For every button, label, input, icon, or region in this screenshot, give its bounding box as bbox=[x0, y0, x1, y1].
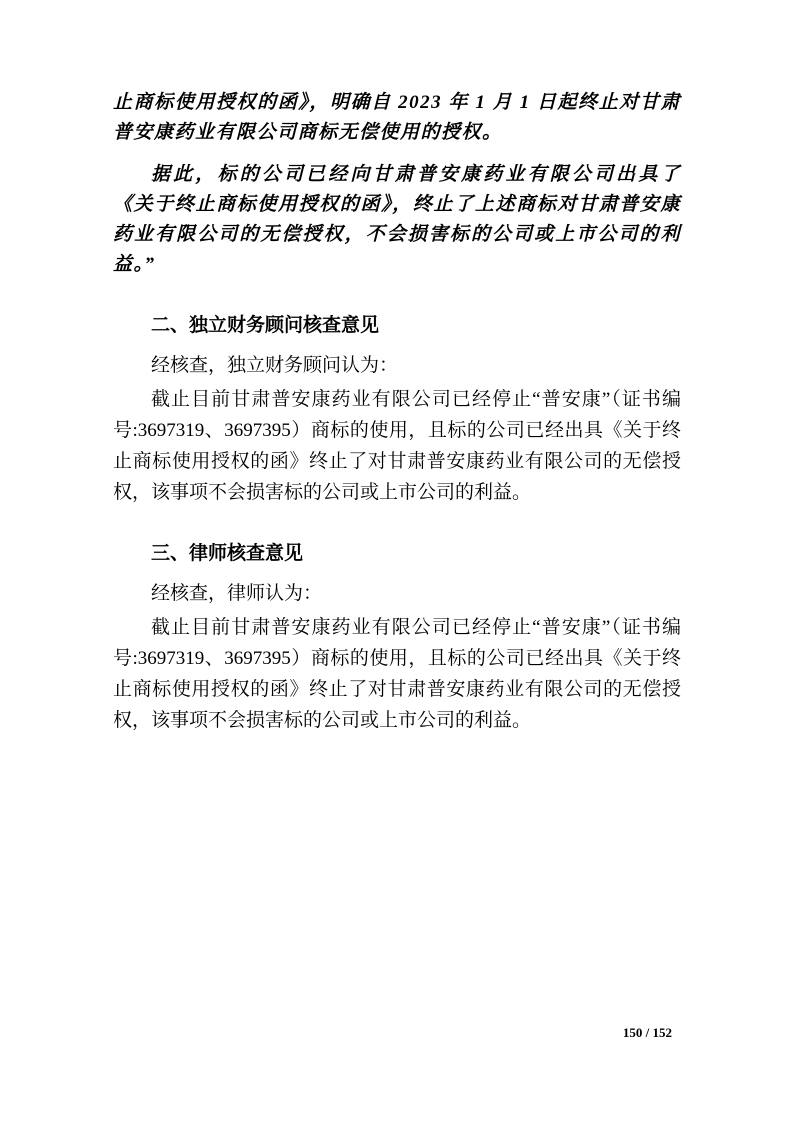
section-heading-financial-advisor-opinion: 二、独立财务顾问核查意见 bbox=[151, 315, 380, 336]
lawyer-opinion-intro: 经核查，律师认为： bbox=[151, 583, 323, 604]
section-heading-lawyer-opinion: 三、律师核查意见 bbox=[151, 543, 304, 564]
quote-paragraph: 据此，标的公司已经向甘肃普安康药业有限公司出具了《关于终止商标使用授权的函》，终止了上述商标对甘肃普安康药业有限公司的无偿授权，不会损害标的公司或上市公司的利益。” bbox=[113, 164, 681, 275]
quote-paragraph-continuation: 止商标使用授权的函》，明确自 2023 年 1 月 1 日起终止对甘肃普安康药业有限公司商标无偿使用的授权。 bbox=[113, 92, 681, 143]
document-content bbox=[113, 88, 681, 739]
financial-advisor-opinion-body: 截止目前甘肃普安康药业有限公司已经停止“普安康”（证书编号:3697319、3697395）商标的使用，且标的公司已经出具《关于终止商标使用授权的函》终止了对甘肃普安康药业有限公司的无偿授权，该事项不会损害标的公司或上市公司的利益。 bbox=[113, 389, 681, 503]
lawyer-opinion-body: 截止目前甘肃普安康药业有限公司已经停止“普安康”（证书编号:3697319、3697395）商标的使用，且标的公司已经出具《关于终止商标使用授权的函》终止了对甘肃普安康药业有限公司的无偿授权，该事项不会损害标的公司或上市公司的利益。 bbox=[113, 617, 681, 731]
page-number: 150 / 152 bbox=[622, 1025, 672, 1040]
financial-advisor-opinion-intro: 经核查，独立财务顾问认为： bbox=[151, 355, 399, 376]
